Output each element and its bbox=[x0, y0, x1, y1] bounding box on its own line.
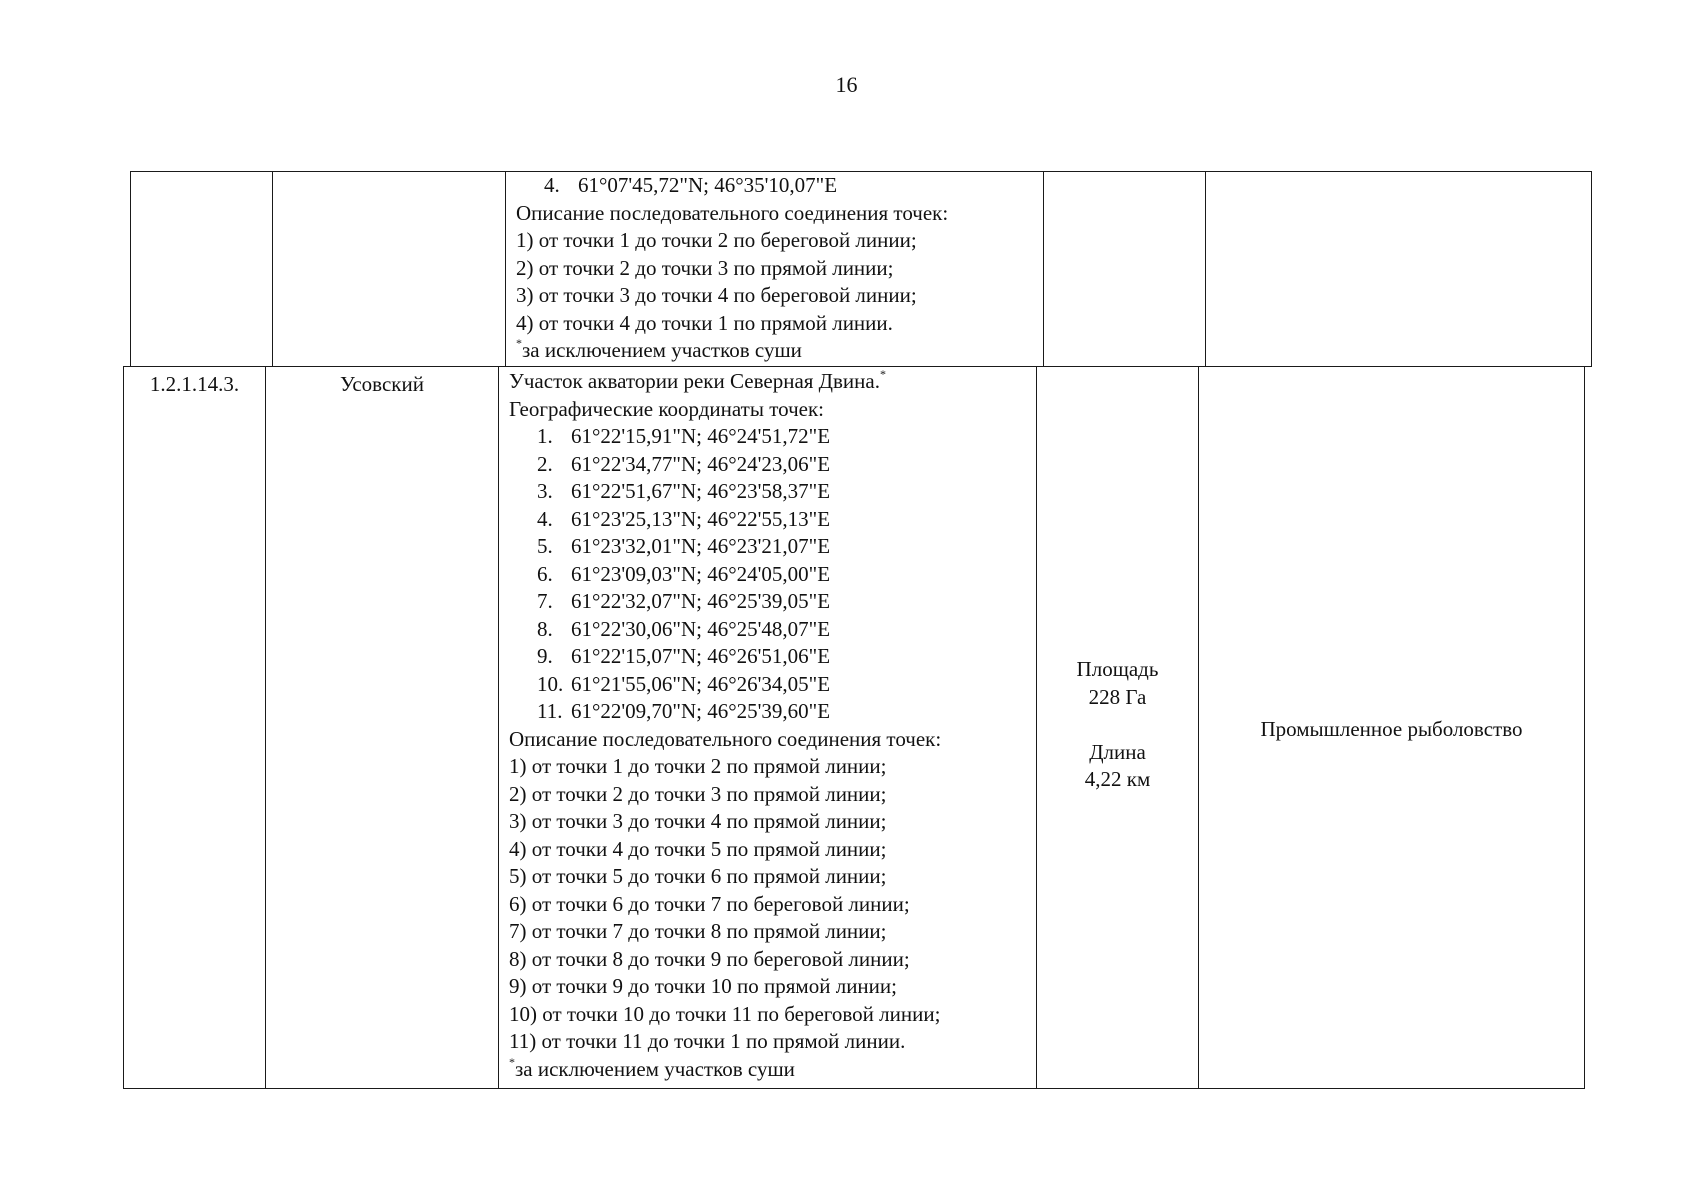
size-text bbox=[1037, 656, 1198, 794]
cell-name bbox=[273, 172, 506, 366]
coordinate-item: 3. 61°22'51,67"N; 46°23'58,37"E bbox=[537, 479, 831, 503]
description-line: 4) от точки 4 до точки 5 по прямой линии; bbox=[509, 836, 887, 861]
page-number: 16 bbox=[835, 72, 858, 97]
description-line: 8) от точки 8 до точки 9 по береговой линии; bbox=[509, 946, 910, 971]
area-value: 228 Га bbox=[1088, 684, 1147, 709]
entry-number: 1.2.1.14.3. bbox=[149, 372, 240, 396]
cell-number bbox=[124, 367, 266, 1088]
description-line: 2) от точки 2 до точки 3 по прямой линии; bbox=[516, 255, 894, 280]
description-line: 4) от точки 4 до точки 1 по прямой линии. bbox=[516, 310, 893, 335]
description-heading: Описание последовательного соединения точек: bbox=[516, 200, 949, 225]
coordinate-item: 11. 61°22'09,70"N; 46°25'39,60"E bbox=[537, 699, 831, 723]
description-line: 3) от точки 3 до точки 4 по береговой линии; bbox=[516, 283, 917, 307]
cell-name bbox=[266, 367, 499, 1088]
description-line: 6) от точки 6 до точки 7 по береговой линии; bbox=[509, 891, 910, 916]
cell-usage bbox=[1199, 367, 1584, 1088]
coordinate-item: 10. 61°21'55,06"N; 46°26'34,05"E bbox=[537, 671, 831, 696]
coordinate-item: 5. 61°23'32,01"N; 46°23'21,07"E bbox=[537, 534, 831, 558]
description-text bbox=[516, 172, 948, 365]
cell-size bbox=[1037, 367, 1199, 1088]
description-text bbox=[509, 368, 941, 1083]
table-row-continuation bbox=[130, 171, 1592, 367]
coordinate-item: 4. 61°07'45,72"N; 46°35'10,07"E bbox=[544, 173, 838, 197]
coordinate-item: 1. 61°22'15,91"N; 46°24'51,72"E bbox=[537, 424, 831, 448]
cell-size bbox=[1044, 172, 1206, 366]
coordinate-item: 8. 61°22'30,06"N; 46°25'48,07"E bbox=[537, 616, 831, 641]
area-label: Площадь bbox=[1076, 657, 1159, 681]
coordinate-item: 2. 61°22'34,77"N; 46°24'23,06"E bbox=[537, 451, 831, 476]
footnote: *за исключением участков суши bbox=[516, 336, 802, 362]
coordinate-item: 7. 61°22'32,07"N; 46°25'39,05"E bbox=[537, 589, 831, 613]
description-line: 10) от точки 10 до точки 11 по береговой линии; bbox=[509, 1001, 941, 1026]
description-line: 3) от точки 3 до точки 4 по прямой линии; bbox=[509, 809, 887, 833]
description-heading: Описание последовательного соединения точек: bbox=[509, 726, 942, 751]
table-row bbox=[123, 366, 1585, 1089]
cell-description bbox=[499, 367, 1037, 1088]
cell-usage bbox=[1206, 172, 1591, 366]
footnote: *за исключением участков суши bbox=[509, 1054, 795, 1081]
coordinate-item: 4. 61°23'25,13"N; 46°22'55,13"E bbox=[537, 506, 831, 531]
usage-text: Промышленное рыболовство bbox=[1260, 717, 1523, 741]
description-line: 9) от точки 9 до точки 10 по прямой линии; bbox=[509, 974, 897, 998]
coordinates-heading: Географические координаты точек: bbox=[509, 396, 824, 421]
coordinate-item: 9. 61°22'15,07"N; 46°26'51,06"E bbox=[537, 644, 831, 668]
description-line: 5) от точки 5 до точки 6 по прямой линии; bbox=[509, 864, 887, 888]
description-line: 2) от точки 2 до точки 3 по прямой линии; bbox=[509, 781, 887, 806]
description-line: 7) от точки 7 до точки 8 по прямой линии; bbox=[509, 919, 887, 943]
cell-description bbox=[506, 172, 1044, 366]
description-line: 1) от точки 1 до точки 2 по прямой линии; bbox=[509, 754, 887, 778]
description-line: 1) от точки 1 до точки 2 по береговой линии; bbox=[516, 228, 917, 252]
area-title: Участок акватории реки Северная Двина.* bbox=[509, 367, 886, 393]
cell-number bbox=[131, 172, 273, 366]
length-value: 4,22 км bbox=[1084, 767, 1151, 791]
entry-name: Усовский bbox=[340, 372, 424, 396]
length-label: Длина bbox=[1089, 739, 1146, 764]
description-line: 11) от точки 11 до точки 1 по прямой линии. bbox=[509, 1029, 906, 1053]
coordinate-item: 6. 61°23'09,03"N; 46°24'05,00"E bbox=[537, 561, 831, 586]
